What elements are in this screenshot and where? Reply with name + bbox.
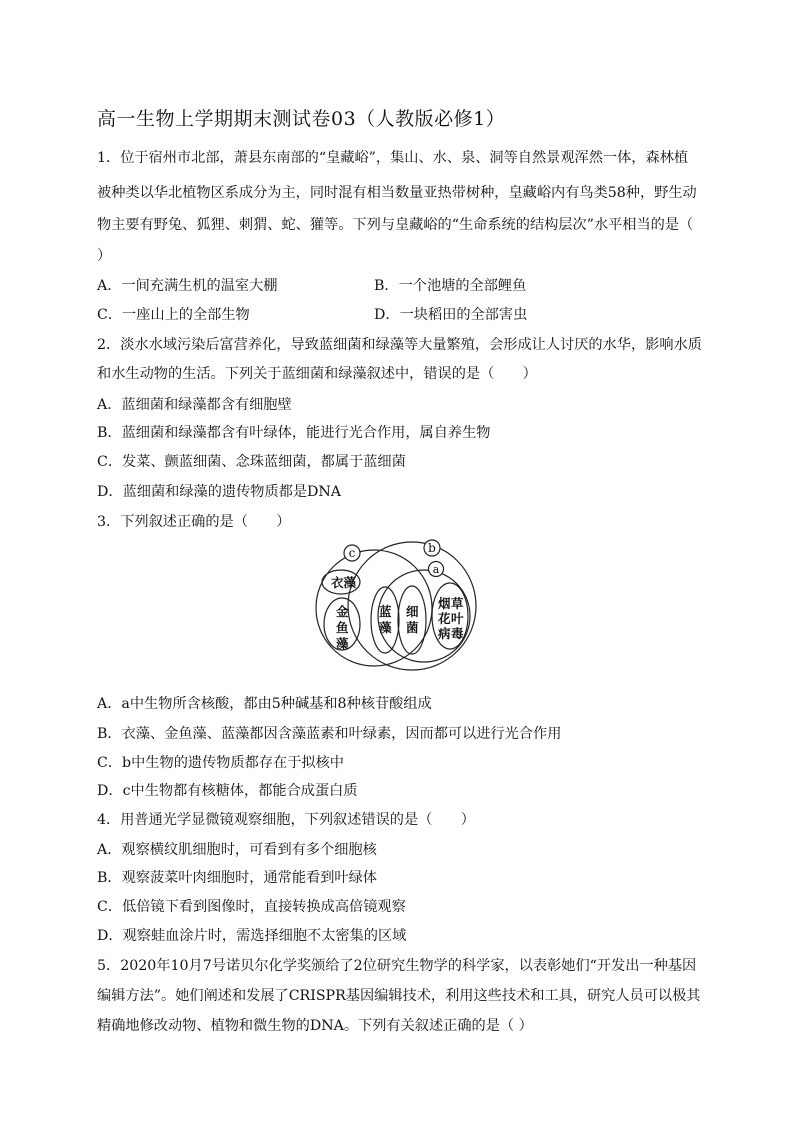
q5-stem-line1: 5．2020年10月7号诺贝尔化学奖颁给了2位研究生物学的科学家，以表彰她们“开发出一种基因 [97, 958, 697, 974]
q1-option-d: D．一块稻田的全部害虫 [374, 307, 528, 323]
g-jinyu-char: 金 [336, 604, 349, 619]
q2-option-d: D．蓝细菌和绿藻的遗传物质都是DNA [97, 484, 342, 500]
label-a: a [432, 563, 440, 576]
q1-option-c: C．一座山上的全部生物 [97, 307, 250, 323]
text-yizao: 衣藻 [331, 575, 357, 590]
q3-option-b: B．衣藻、金鱼藻、蓝藻都因含藻蓝素和叶绿素，因而都可以进行光合作用 [97, 726, 562, 742]
g-bingdu-char: 病 [438, 626, 451, 641]
q3-option-c: C．b中生物的遗传物质都存在于拟核中 [97, 755, 344, 771]
q1-stem-line2: 被种类以华北植物区系成分为主，同时混有相当数量亚热带树种，皇藏峪内有鸟类58种，野生动 [97, 185, 697, 201]
page-title: 高一生物上学期期末测试卷03（人教版必修1） [97, 108, 506, 130]
g-bingdu-char: 草 [451, 596, 464, 611]
q1-stem-line4: ） [97, 248, 112, 264]
q2-option-a: A．蓝细菌和绿藻都含有细胞壁 [97, 397, 292, 413]
q3-stem: 3．下列叙述正确的是（ ） [97, 514, 291, 530]
q2-option-c: C．发菜、颤蓝细菌、念珠蓝细菌，都属于蓝细菌 [97, 454, 406, 470]
g-xijun-char: 菌 [406, 620, 419, 635]
q1-stem-line1: 1．位于宿州市北部，萧县东南部的“皇藏峪”，集山、水、泉、洞等自然景观浑然一体，森林植 [97, 150, 689, 166]
label-b: b [428, 541, 436, 555]
q3-option-a: A．a中生物所含核酸，都由5种碱基和8种核苷酸组成 [97, 696, 432, 712]
q5-stem-line3: 精确地修改动物、植物和微生物的DNA。下列有关叙述正确的是（ ） [97, 1018, 533, 1034]
g-bingdu-char: 花 [438, 611, 451, 626]
q2-option-b: B．蓝细菌和绿藻都含有叶绿体，能进行光合作用，属自养生物 [97, 425, 491, 441]
g-lanzao-char: 藻 [379, 620, 392, 635]
q4-option-a: A．观察横纹肌细胞时，可看到有多个细胞核 [97, 842, 377, 858]
q1-option-b: B．一个池塘的全部鲤鱼 [374, 278, 527, 294]
q1-stem-line3: 物主要有野兔、狐狸、刺猬、蛇、獾等。下列与皇藏峪的“生命系统的结构层次”水平相当的是（ [97, 217, 694, 233]
q4-option-d: D．观察蛙血涂片时，需选择细胞不太密集的区域 [97, 928, 407, 944]
g-bingdu-char: 毒 [451, 626, 464, 641]
g-bingdu-char: 叶 [451, 611, 464, 626]
q5-stem-line2: 编辑方法”。她们阐述和发展了CRISPR基因编辑技术，利用这些技术和工具，研究人员可以极其 [97, 988, 701, 1004]
label-c: c [348, 546, 356, 560]
q1-option-a: A．一间充满生机的温室大棚 [97, 278, 278, 294]
g-lanzao-char: 蓝 [379, 604, 392, 619]
g-jinyu-char: 鱼 [336, 620, 349, 635]
q2-stem-line2: 和水生动物的生活。下列关于蓝细菌和绿藻叙述中，错误的是（ ） [97, 366, 537, 382]
g-bingdu-char: 烟 [438, 596, 451, 611]
venn-diagram [312, 536, 488, 676]
q4-option-b: B．观察菠菜叶肉细胞时，通常能看到叶绿体 [97, 870, 377, 886]
q2-stem-line1: 2．淡水水域污染后富营养化，导致蓝细菌和绿藻等大量繁殖，会形成让人讨厌的水华，影响水质 [97, 337, 702, 353]
g-jinyu-char: 藻 [336, 636, 349, 651]
q3-option-d: D．c中生物都有核糖体，都能合成蛋白质 [97, 783, 358, 799]
g-xijun-char: 细 [406, 604, 419, 619]
q4-option-c: C．低倍镜下看到图像时，直接转换成高倍镜观察 [97, 899, 406, 915]
q4-stem: 4．用普通光学显微镜观察细胞，下列叙述错误的是（ ） [97, 812, 475, 828]
